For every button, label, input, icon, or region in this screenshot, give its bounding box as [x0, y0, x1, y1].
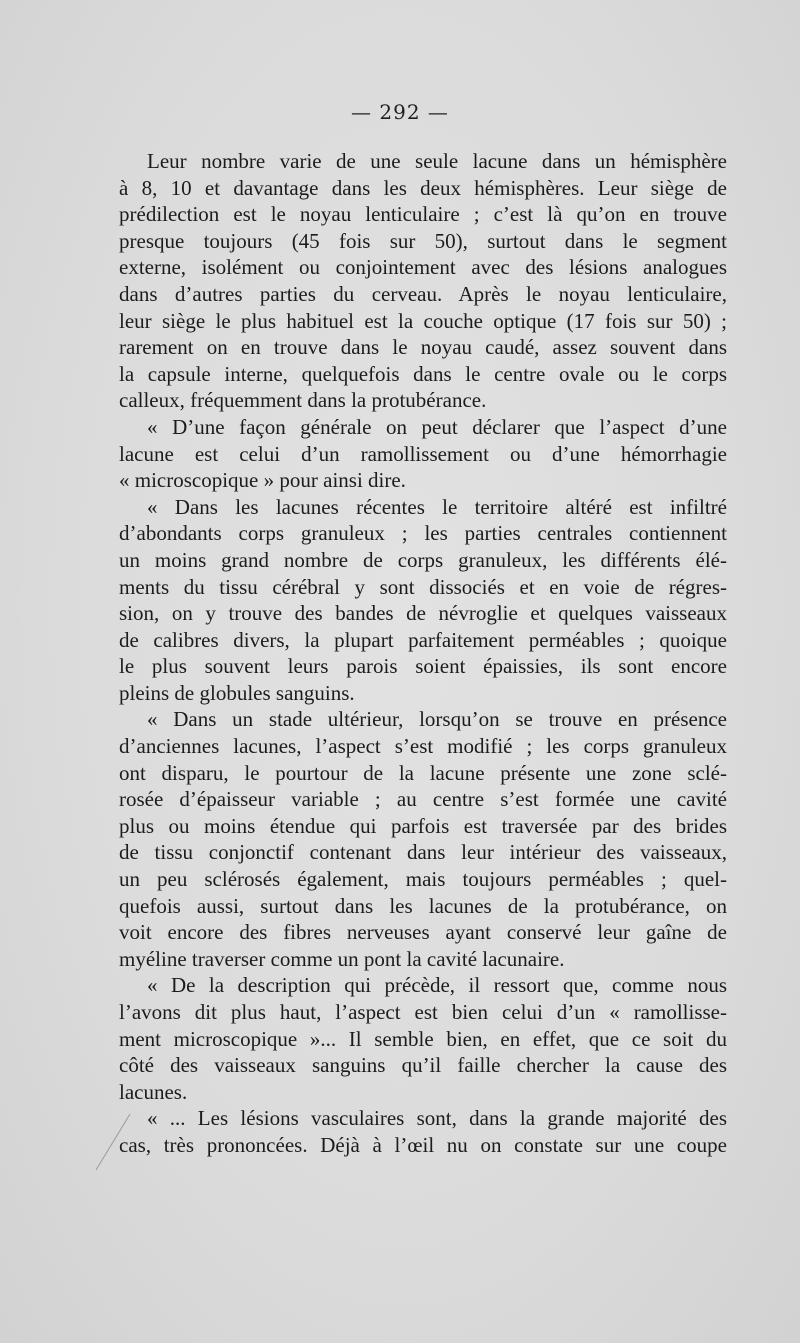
text-line: « D’une façon générale on peut déclarer que l’aspect d’une	[147, 414, 727, 439]
text-line: prédilection est le noyau lenticulaire ; c’est là qu’on en trouve	[119, 202, 727, 227]
text-line: cas, très prononcées. Déjà à l’œil nu on constate sur une coupe	[119, 1132, 727, 1157]
text-line: d’anciennes lacunes, l’aspect s’est modifié ; les corps granuleux	[119, 734, 727, 759]
text-line: « ... Les lésions vasculaires sont, dans la grande majorité des	[147, 1106, 727, 1131]
page-number: — 292 —	[351, 100, 449, 124]
text-line: lacunes.	[119, 1079, 188, 1104]
text-line: la capsule interne, quelquefois dans le centre ovale ou le corps	[119, 361, 727, 386]
text-line: de tissu conjonctif contenant dans leur intérieur des vaisseaux,	[119, 840, 727, 865]
text-line: lacune est celui d’un ramollissement ou d’une hémorrhagie	[119, 441, 727, 466]
text-line: ment microscopique »... Il semble bien, en effet, que ce soit du	[119, 1026, 727, 1051]
text-line: à 8, 10 et davantage dans les deux hémisphères. Leur siège de	[119, 175, 727, 200]
text-line: calleux, fréquemment dans la protubérance.	[119, 388, 487, 413]
pencil-mark	[92, 1112, 132, 1172]
text-line: plus ou moins étendue qui parfois est traversée par des brides	[119, 813, 727, 838]
text-line: le plus souvent leurs parois soient épaissies, ils sont encore	[119, 654, 727, 679]
text-line: l’avons dit plus haut, l’aspect est bien celui d’un « ramollisse-	[119, 1000, 727, 1024]
text-line: un peu sclérosés également, mais toujours perméables ; quel-	[119, 867, 727, 892]
text-line: leur siège le plus habituel est la couche optique (17 fois sur 50) ;	[119, 308, 727, 333]
text-line: dans d’autres parties du cerveau. Après le noyau lenticulaire,	[119, 281, 727, 306]
text-line: côté des vaisseaux sanguins qu’il faille chercher la cause des	[119, 1053, 727, 1078]
text-line: presque toujours (45 fois sur 50), surtout dans le segment	[119, 228, 727, 253]
text-line: voit encore des fibres nerveuses ayant conservé leur gaîne de	[119, 920, 727, 945]
text-line: « Dans un stade ultérieur, lorsqu’on se trouve en présence	[147, 707, 727, 732]
text-line: pleins de globules sanguins.	[119, 680, 355, 705]
text-line: un moins grand nombre de corps granuleux, les différents élé-	[119, 547, 727, 572]
text-line: rosée d’épaisseur variable ; au centre s’est formée une cavité	[119, 787, 727, 812]
text-line: Leur nombre varie de une seule lacune dans un hémisphère	[147, 149, 727, 173]
text-line: myéline traverser comme un pont la cavité lacunaire.	[119, 946, 565, 971]
text-line: « De la description qui précède, il ressort que, comme nous	[147, 973, 727, 998]
text-line: d’abondants corps granuleux ; les parties centrales contiennent	[119, 521, 727, 546]
text-line: « Dans les lacunes récentes le territoire altéré est infiltré	[147, 494, 727, 519]
text-line: quefois aussi, surtout dans les lacunes de la protubérance, on	[119, 893, 727, 918]
text-line: ments du tissu cérébral y sont dissociés et en voie de régres-	[119, 574, 727, 599]
text-line: de calibres divers, la plupart parfaitement perméables ; quoique	[119, 627, 727, 652]
text-line: « microscopique » pour ainsi dire.	[119, 468, 406, 493]
text-line: externe, isolément ou conjointement avec des lésions analogues	[119, 255, 727, 280]
body-text	[119, 148, 727, 1159]
text-line: ont disparu, le pourtour de la lacune présente une zone sclé-	[119, 760, 727, 785]
text-line: sion, on y trouve des bandes de névroglie et quelques vaisseaux	[119, 601, 727, 626]
text-line: rarement on en trouve dans le noyau caudé, assez souvent dans	[119, 335, 727, 360]
